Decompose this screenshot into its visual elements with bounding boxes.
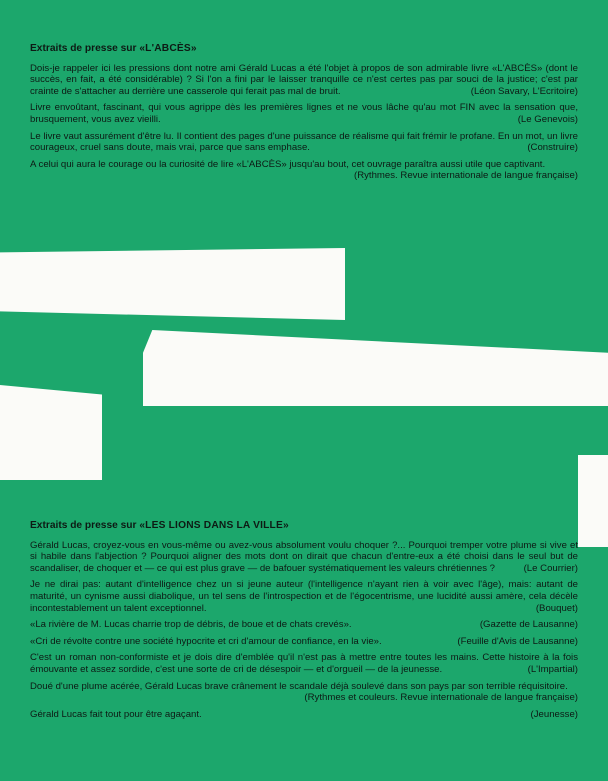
press-quote xyxy=(30,131,578,154)
white-strip-2 xyxy=(143,330,608,406)
press-quote xyxy=(30,540,578,575)
heading-book-title: «L'ABCÈS» xyxy=(139,43,197,54)
press-quote xyxy=(30,619,578,631)
quote-text: «Cri de révolte contre une société hypocrite et cri d'amour de confiance, en la vie». xyxy=(30,635,382,647)
quote-text: Gérald Lucas fait tout pour être agaçant. xyxy=(30,708,202,720)
quote-text: Je ne dirai pas: autant d'intelligence chez un si jeune auteur (l'intelligence n'ayant rien à voir avec l'âge), mais: autant de maturité, un cynisme aussi diabolique, un tel sens de l'introspection et de l'égocentrisme, une lucidité aussi amère, cela décèle incontestablement un talent exceptionnel. xyxy=(30,579,578,614)
heading-prefix: Extraits de presse sur xyxy=(30,520,137,531)
press-quote xyxy=(30,681,578,704)
press-section-abces xyxy=(30,43,578,187)
quote-source: (Feuille d'Avis de Lausanne) xyxy=(457,635,578,647)
section-heading xyxy=(30,43,578,55)
white-strip-4 xyxy=(578,455,608,547)
white-strip-1 xyxy=(0,248,345,320)
quote-text: C'est un roman non-conformiste et je dois dire d'emblée qu'il n'est pas à mettre entre toutes les mains. Cette histoire à la fois émouvante et assez sordide, c'est une sorte de cri de désespoir — et d'orgueil — de la jeunesse. xyxy=(30,652,578,675)
quote-source: (Jeunesse) xyxy=(530,708,578,720)
quote-source: (Léon Savary, L'Ecritoire) xyxy=(470,85,578,97)
quote-source: (Gazette de Lausanne) xyxy=(479,619,578,631)
quote-text: «La rivière de M. Lucas charrie trop de débris, de boue et de chats crevés». xyxy=(30,619,352,631)
press-quote xyxy=(30,636,578,648)
quote-source: (Bouquet) xyxy=(535,602,578,614)
quote-source: (Rythmes et couleurs. Revue internationale de langue française) xyxy=(304,692,578,704)
quote-source: (Le Courrier) xyxy=(523,562,578,574)
press-section-lions xyxy=(30,520,578,725)
press-quote xyxy=(30,709,578,721)
heading-prefix: Extraits de presse sur xyxy=(30,43,137,54)
quote-text: Doué d'une plume acérée, Gérald Lucas brave crânement le scandale déjà soulevé dans son pays par son terrible réquisitoire. xyxy=(30,680,568,692)
heading-book-title: «LES LIONS DANS LA VILLE» xyxy=(139,520,289,531)
white-strip-3 xyxy=(0,385,102,480)
press-quote xyxy=(30,102,578,125)
quote-text: A celui qui aura le courage ou la curiosité de lire «L'ABCÈS» jusqu'au bout, cet ouvrage paraîtra aussi utile que captivant. xyxy=(30,158,546,170)
quote-text: Gérald Lucas, croyez-vous en vous-même ou avez-vous absolument voulu choquer ?... Pourquoi tremper votre plume si vive et si habile dans l'abjection ? Pourquoi aligner des mots dont on dirait que chacun d'entre-eux a été choisi dans le seul but de scandaliser, de choquer et — ce qui est plus grave — de bafouer systématiquement les valeurs chrétiennes ? xyxy=(30,539,578,574)
section-heading xyxy=(30,520,578,532)
press-quote xyxy=(30,652,578,675)
quote-text: Le livre vaut assurément d'être lu. Il contient des pages d'une puissance de réalisme qui fait frémir le profane. En un mot, un livre courageux, cruel sans doute, mais vrai, parce que sans emphase. xyxy=(30,130,578,154)
press-quote xyxy=(30,579,578,614)
quote-text: Dois-je rappeler ici les pressions dont notre ami Gérald Lucas a été l'objet à propos de son admirable livre «L'ABCÈS» (dont le succès, en fait, a été considérable) ? Si l'on a fini par le laisser tranquille ce n'est certes pas par souci de la justice; c'est par crainte de s'attacher au derrière une casserole qui ferait pas mal de bruit. xyxy=(30,62,578,97)
quote-source: (Rythmes. Revue internationale de langue française) xyxy=(354,170,578,182)
quote-text: Livre envoûtant, fascinant, qui vous agrippe dès les premières lignes et ne vous lâche qu'au mot FIN avec la sensation que, brusquement, vous avez vieilli. xyxy=(30,102,578,125)
quote-source: (Construire) xyxy=(527,142,578,154)
press-quote xyxy=(30,159,578,182)
quote-source: (Le Genevois) xyxy=(517,113,578,125)
press-quote xyxy=(30,63,578,98)
quote-source: (L'Impartial) xyxy=(527,663,578,675)
